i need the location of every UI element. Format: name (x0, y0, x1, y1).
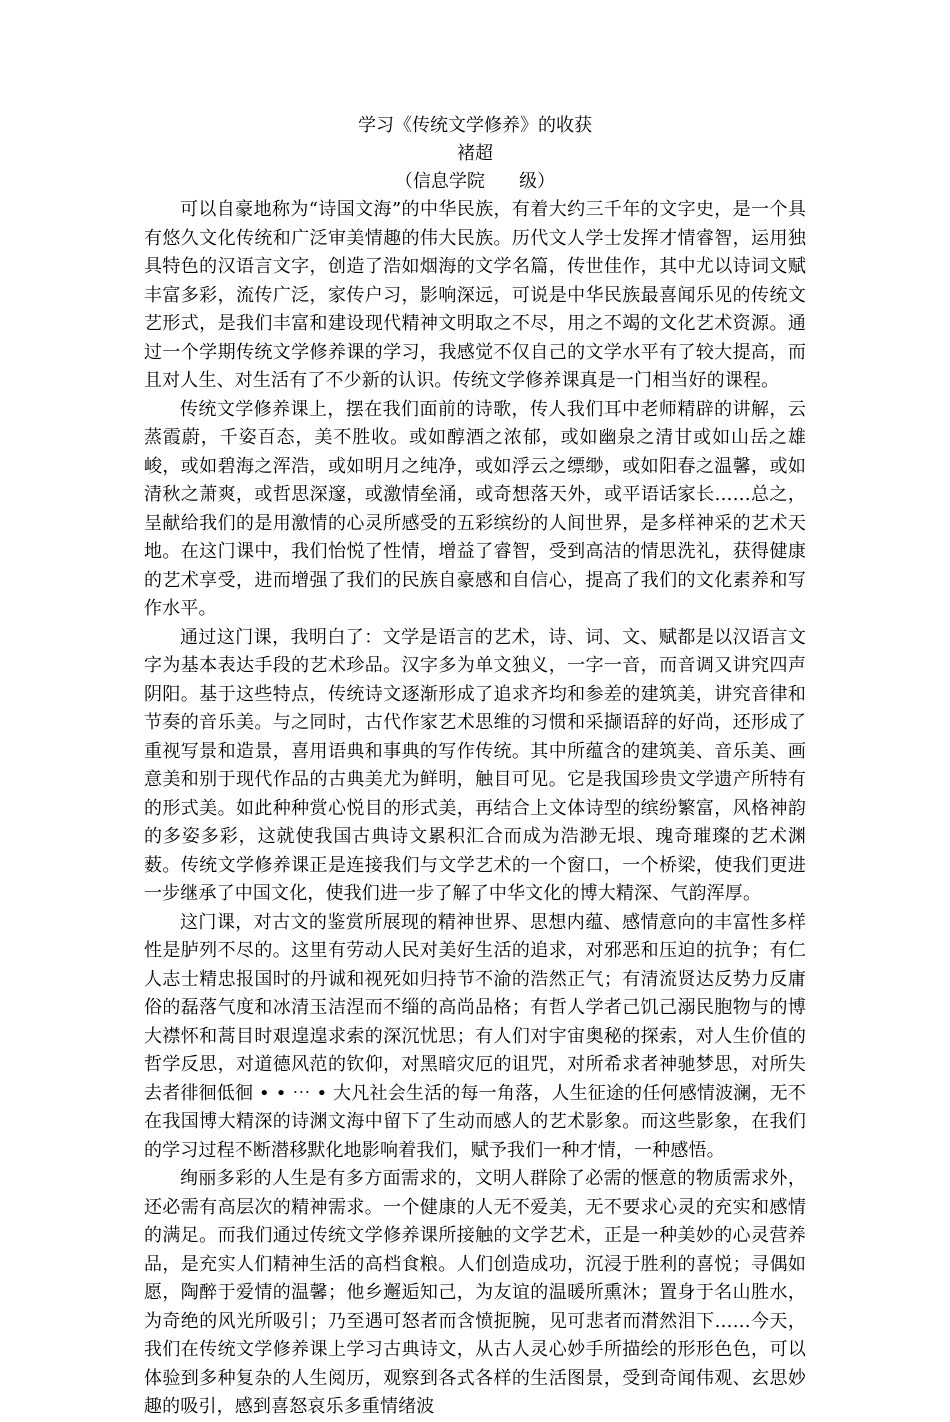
paragraph-3: 通过这门课，我明白了：文学是语言的艺术，诗、词、文、赋都是以汉语言文字为基本表达手段的艺术珍品。汉字多为单文独义，一字一音，而音调又讲究四声阴阳。基于这些特点，传统诗文逐渐形成了追求齐均和参差的建筑美，讲究音律和节奏的音乐美。与之同时，古代作家艺术思维的习惯和采撷语辞的好尚，还形成了重视写景和造景，喜用语典和事典的写作传统。其中所蕴含的建筑美、音乐美、画意美和别于现代作品的古典美尤为鲜明，触目可见。它是我国珍贵文学遗产所特有的形式美。如此种种赏心悦目的形式美，再结合上文体诗型的缤纷繁富，风格神韵的多姿多彩，这就使我国古典诗文累积汇合而成为浩渺无垠、瑰奇璀璨的艺术渊薮。传统文学修养课正是连接我们与文学艺术的一个窗口，一个桥梁，使我们更进一步继承了中国文化，使我们进一步了解了中华文化的博大精深、气韵浑厚。 (144, 626, 806, 904)
paragraph-4: 这门课，对古文的鉴赏所展现的精神世界、思想内蕴、感情意向的丰富性多样性是胪列不尽的。这里有劳动人民对美好生活的追求，对邪恶和压迫的抗争；有仁人志士精忠报国时的丹诚和视死如归持节不渝的浩然正气；有清流贤达反势力反庸俗的磊落气度和冰清玉洁涅而不缁的高尚品格；有哲人学者己饥己溺民胞物与的博大襟怀和蒿目时艰遑遑求索的深沉忧思；有人们对宇宙奥秘的探索，对人生价值的哲学反思，对道德风范的钦仰，对黑暗灾厄的诅咒，对所希求者神驰梦思，对所失去者徘徊低徊 • • ⋯ • 大凡社会生活的每一角落，人生征途的任何感情波澜，无不在我国博大精深的诗渊文海中留下了生动而感人的艺术影象。而这些影象，在我们的学习过程不断潜移默化地影响着我们，赋予我们一种才情，一种感悟。 (144, 911, 806, 1161)
paragraph-1: 可以自豪地称为“诗国文海”的中华民族，有着大约三千年的文字史，是一个具有悠久文化传统和广泛审美情趣的伟大民族。历代文人学士发挥才情睿智，运用独具特色的汉语言文字，创造了浩如烟海的文学名篇，传世佳作，其中尤以诗词文赋丰富多彩，流传广泛，家传户习，影响深远，可说是中华民族最喜闻乐见的传统文艺形式，是我们丰富和建设现代精神文明取之不尽，用之不竭的文化艺术资源。通过一个学期传统文学修养课的学习，我感觉不仅自己的文学水平有了较大提高，而且对人生、对生活有了不少新的认识。传统文学修养课真是一门相当好的课程。 (144, 199, 806, 391)
paragraph-5: 绚丽多彩的人生是有多方面需求的，文明人群除了必需的惬意的物质需求外，还必需有高层次的精神需求。一个健康的人无不爱美，无不要求心灵的充实和感情的满足。而我们通过传统文学修养课所接触的文学艺术，正是一种美妙的心灵营养品，是充实人们精神生活的高档食粮。人们创造成功，沉浸于胜利的喜悦；寻偶如愿，陶醉于爱情的温馨；他乡邂逅知己，为友谊的温暖所熏沐；置身于名山胜水，为奇绝的风光所吸引；乃至遇可怒者而含愤扼腕，见可悲者而潸然泪下……今天，我们在传统文学修养课上学习古典诗文，从古人灵心妙手所描绘的形形色色，可以体验到多种复杂的人生阅历，观察到各式各样的生活图景，受到奇闻伟观、玄思妙趣的吸引，感到喜怒哀乐多重情绪波 (144, 1168, 806, 1417)
author-affiliation: （信息学院 级） (394, 171, 556, 192)
paragraph-2: 传统文学修养课上，摆在我们面前的诗歌，传人我们耳中老师精辟的讲解，云蒸霞蔚，千姿百态，美不胜收。或如醇酒之浓郁，或如幽泉之清甘或如山岳之雄峻，或如碧海之浑浩，或如明月之纯净，或如浮云之缥缈，或如阳春之温馨，或如清秋之萧爽，或哲思深邃，或激情垒涌，或奇想落天外，或平语话家长……总之，呈献给我们的是用激情的心灵所感受的五彩缤纷的人间世界，是多样神采的艺术天地。在这门课中，我们怡悦了性情，增益了睿智，受到高洁的情思洗礼，获得健康的艺术享受，进而增强了我们的民族自豪感和自信心，提高了我们的文化素养和写作水平。 (144, 398, 806, 619)
author-name: 褚超 (457, 143, 493, 164)
document-page (144, 112, 806, 1422)
document-title: 学习《传统文学修养》的收获 (358, 115, 592, 136)
